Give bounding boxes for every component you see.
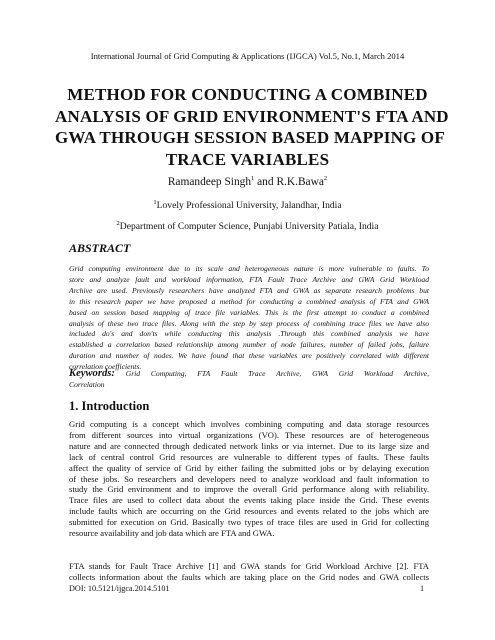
abstract-line: based on session based mapping of trace file variables. This is the first attempt to conduct a combined [69, 307, 429, 317]
paper-title [55, 84, 449, 170]
author-2: R.K.Bawa [276, 176, 324, 188]
section-heading: 1. Introduction [69, 399, 150, 413]
abstract-line: Archive are used. Previously researchers have analyzed FTA and GWA as separate research problems but [69, 285, 429, 295]
keywords-text: Grid Computing, FTA Fault Trace Archive, GWA Grid Workload Archive, [114, 369, 429, 378]
body-line: lack of central control Grid resources are vulnerable to different types of faults. These faults [69, 451, 429, 462]
body-line: Trace files are used to collect data about the events taking place inside the Grid. These events [69, 495, 429, 506]
affiliation-1-text: Lovely Professional University, Jalandhar, India [156, 200, 342, 211]
affiliation-2-text: Department of Computer Science, Punjabi University Patiala, India [119, 221, 379, 232]
affiliation-1 [0, 200, 495, 211]
authors [0, 176, 495, 188]
body-line: nature and are connected through dedicated network links or via internet. Due to its large size and [69, 440, 429, 451]
journal-header: International Journal of Grid Computing & Applications (IJGCA) Vol.5, No.1, March 2014 [90, 51, 405, 61]
authors-and: and [254, 176, 277, 188]
abstract-line: correlation coefficients. [69, 362, 142, 372]
title-line: TRACE VARIABLES [165, 149, 330, 169]
keywords [69, 369, 429, 390]
title-line: METHOD FOR CONDUCTING A COMBINED [67, 85, 428, 104]
keywords-line-1 [69, 369, 429, 380]
body-line: FTA stands for Fault Trace Archive [1] and GWA stands for Grid Workload Archive [2]. FTA [69, 561, 429, 571]
keywords-line-2: Correlation [69, 379, 105, 389]
doi: DOI: 10.5121/ijgca.2014.5101 [69, 584, 170, 593]
abstract-line: store and analyze fault and workload information, FTA Fault Trace Archive and GWA Grid Workload [69, 274, 429, 284]
title-line: GWA THROUGH SESSION BASED MAPPING OF [55, 128, 445, 147]
abstract-line: Grid computing environment due to its scale and heterogeneous nature is more vulnerable to faults. To [69, 264, 429, 273]
abstract-body [69, 264, 429, 373]
keywords-label: Keywords: [69, 368, 115, 379]
abstract-line: in this research paper we have proposed a method for conducting a combined analysis of FTA and GWA [69, 296, 429, 306]
body-line: affect the quality of service of Grid by either failing the submitted jobs or by delaying execution [69, 462, 429, 473]
body-line: include faults which are occurring on the Grid resources and events related to the jobs which are [69, 506, 429, 517]
abstract-line: included do's and don'ts while conducting this analysis .Through this combined analysis we have [69, 329, 429, 339]
body-line: submitted for execution on Grid. Basically two types of trace files are used in Grid for collecting [69, 517, 429, 528]
affiliation-2-sup: 2 [116, 219, 120, 227]
page-number: 1 [420, 584, 425, 593]
body-line: Grid computing is a concept which involves combining computing and data storage resources [69, 419, 429, 429]
body-line: collects information about the faults which are taking place on the Grid nodes and GWA collects [69, 571, 429, 582]
intro-paragraph-1 [69, 419, 429, 539]
body-line: study the Grid environment and to improve the overall Grid performance along with reliability. [69, 484, 429, 495]
affiliation-1-sup: 1 [153, 198, 157, 206]
author-1-sup: 1 [251, 175, 255, 183]
abstract-line: duration and number of nodes. We have found that these variables are positively correlated with different [69, 351, 429, 361]
affiliation-2 [0, 221, 495, 232]
author-1: Ramandeep Singh [167, 176, 252, 188]
author-2-sup: 2 [323, 175, 328, 183]
body-line: of these jobs. So researchers and developers need to analyze workload and fault information to [69, 473, 429, 484]
intro-paragraph-2 [69, 561, 429, 583]
abstract-heading: ABSTRACT [69, 241, 131, 255]
body-line: from different sources into virtual organizations (VO). These resources are of heterogeneous [69, 429, 429, 440]
abstract-line: analysis of these two trace files. Along with the step by step process of combining trace files we have also [69, 318, 429, 328]
title-line: ANALYSIS OF GRID ENVIRONMENT'S FTA AND [55, 106, 449, 126]
body-line: resource availability and job data which are FTA and GWA. [69, 528, 275, 539]
abstract-line: established a correlation based relationship among number of node failures, number of failed jobs, failure [69, 340, 429, 350]
